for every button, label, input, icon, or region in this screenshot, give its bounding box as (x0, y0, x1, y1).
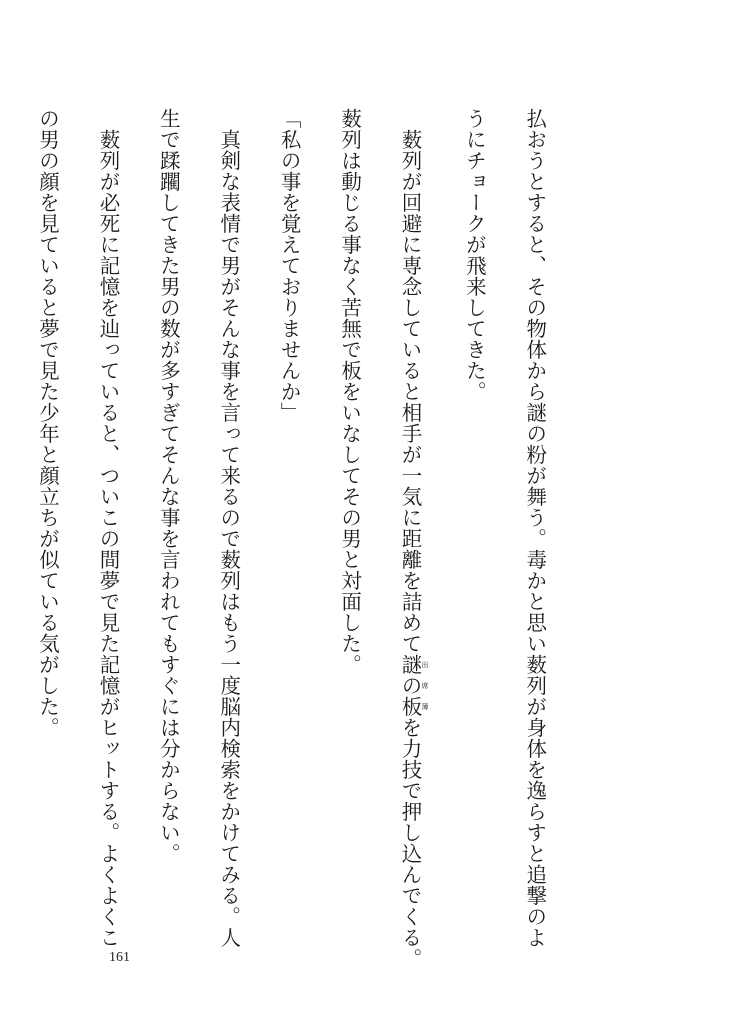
text-line-6: 真剣な表情で男がそんな事を言って来るので薮列はもう一度脳内検索をかけてみる。人 (216, 108, 241, 948)
ruby-base-board: 謎の板 (397, 654, 422, 717)
page-number: 161 (109, 950, 130, 965)
text-line-2: うにチョークが飛来してきた。 (462, 108, 487, 402)
text-line-3-main: 薮列が回避に専念していると相手が一気に距離を詰めて (397, 108, 422, 654)
text-line-3-suffix: を力技で押し込んでくる。 (397, 717, 422, 969)
text-line-4: 薮列は動じる事なく苦無で板をいなしてその男と対面した。 (337, 108, 362, 675)
text-line-3 (395, 108, 429, 969)
ruby-text-attendance-book: 出席簿 (420, 654, 429, 717)
text-line-1: 払おうとすると、その物体から謎の粉が舞う。毒かと思い薮列が身体を逸らすと追撃のよ (522, 108, 547, 948)
text-line-8: 薮列が必死に記憶を辿っていると、ついこの間夢で見た記憶がヒットする。よくよくこ (95, 108, 120, 948)
text-line-5: 「私の事を覚えておりませんか」 (277, 108, 302, 423)
text-line-7: 生で蹂躙してきた男の数が多すぎてそんな事を言われてもすぐには分からない。 (156, 108, 181, 864)
text-line-10 (0, 108, 2, 908)
text-line-9: の男の顔を見ていると夢で見た少年と顔立ちが似ている気がした。 (35, 108, 60, 738)
ruby-annotation-board (397, 654, 429, 717)
